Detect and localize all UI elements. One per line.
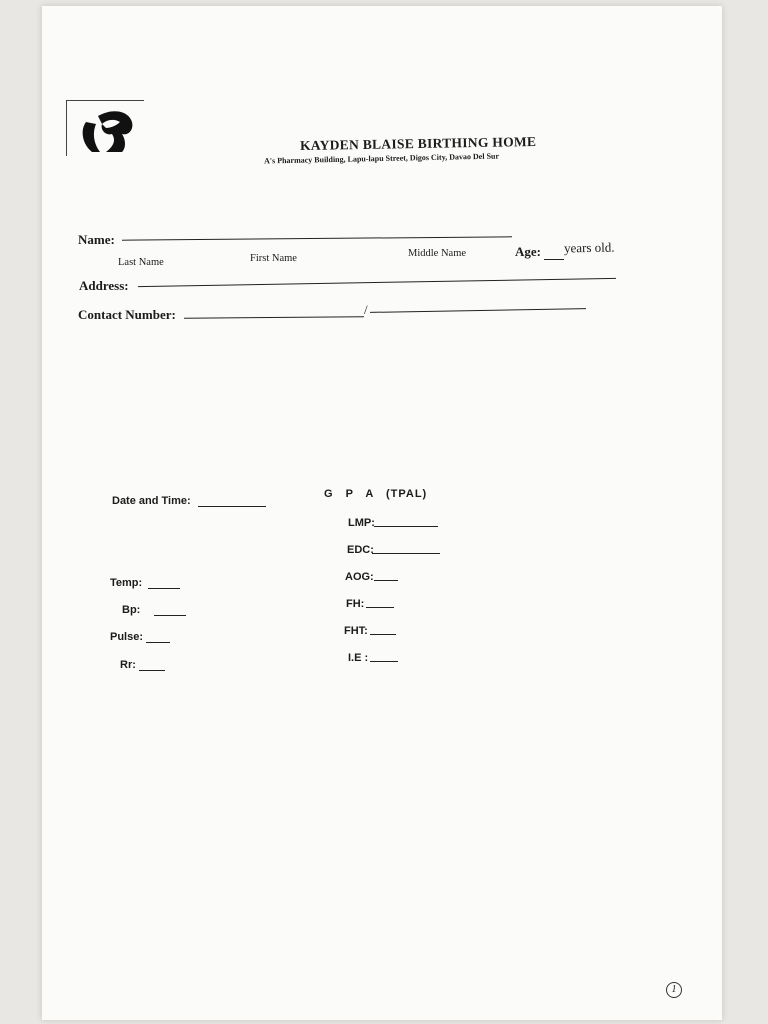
fh-label: FH: bbox=[346, 598, 365, 610]
rr-field[interactable] bbox=[139, 670, 165, 671]
date-time-label: Date and Time: bbox=[112, 495, 191, 507]
age-label: Age: bbox=[515, 244, 541, 259]
middle-name-label: Middle Name bbox=[408, 248, 467, 259]
page-number-mark bbox=[666, 982, 682, 998]
ie-field[interactable] bbox=[370, 661, 398, 662]
ie-label: I.E : bbox=[348, 652, 369, 664]
pulse-field[interactable] bbox=[146, 642, 170, 643]
age-suffix: years old. bbox=[563, 239, 615, 256]
first-name-label: First Name bbox=[250, 253, 297, 264]
fht-label: FHT: bbox=[344, 625, 368, 637]
bp-label: Bp: bbox=[122, 604, 141, 616]
address-field[interactable] bbox=[138, 278, 616, 287]
clinic-address: A's Pharmacy Building, Lapu-lapu Street, Digos City, Davao Del Sur bbox=[263, 151, 500, 166]
date-time-field[interactable] bbox=[198, 506, 266, 507]
contact-number-label: Contact Number: bbox=[78, 307, 176, 322]
temp-field[interactable] bbox=[148, 588, 180, 589]
fht-field[interactable] bbox=[370, 634, 396, 635]
page-number: 1 bbox=[671, 984, 677, 995]
contact-number-field-1[interactable] bbox=[184, 316, 364, 319]
pulse-label: Pulse: bbox=[110, 631, 144, 643]
clinic-name: KAYDEN BLAISE BIRTHING HOME bbox=[299, 133, 537, 154]
aog-label: AOG: bbox=[345, 571, 374, 583]
name-label: Name: bbox=[78, 232, 115, 247]
lmp-field[interactable] bbox=[374, 526, 438, 527]
form-page bbox=[42, 6, 722, 1020]
address-label: Address: bbox=[79, 278, 129, 293]
aog-field[interactable] bbox=[374, 580, 398, 581]
bp-field[interactable] bbox=[154, 615, 186, 616]
gpa-tpal-label: G P A (TPAL) bbox=[324, 488, 428, 500]
rr-label: Rr: bbox=[120, 659, 136, 671]
last-name-label: Last Name bbox=[118, 257, 164, 268]
age-field[interactable] bbox=[544, 259, 564, 260]
lmp-label: LMP: bbox=[348, 517, 375, 529]
contact-separator: / bbox=[364, 302, 368, 317]
name-field[interactable] bbox=[122, 236, 512, 240]
logo bbox=[66, 100, 146, 160]
edc-field[interactable] bbox=[372, 553, 440, 554]
fh-field[interactable] bbox=[366, 607, 394, 608]
edc-label: EDC: bbox=[347, 544, 374, 556]
contact-number-field-2[interactable] bbox=[370, 308, 586, 313]
temp-label: Temp: bbox=[110, 577, 143, 589]
